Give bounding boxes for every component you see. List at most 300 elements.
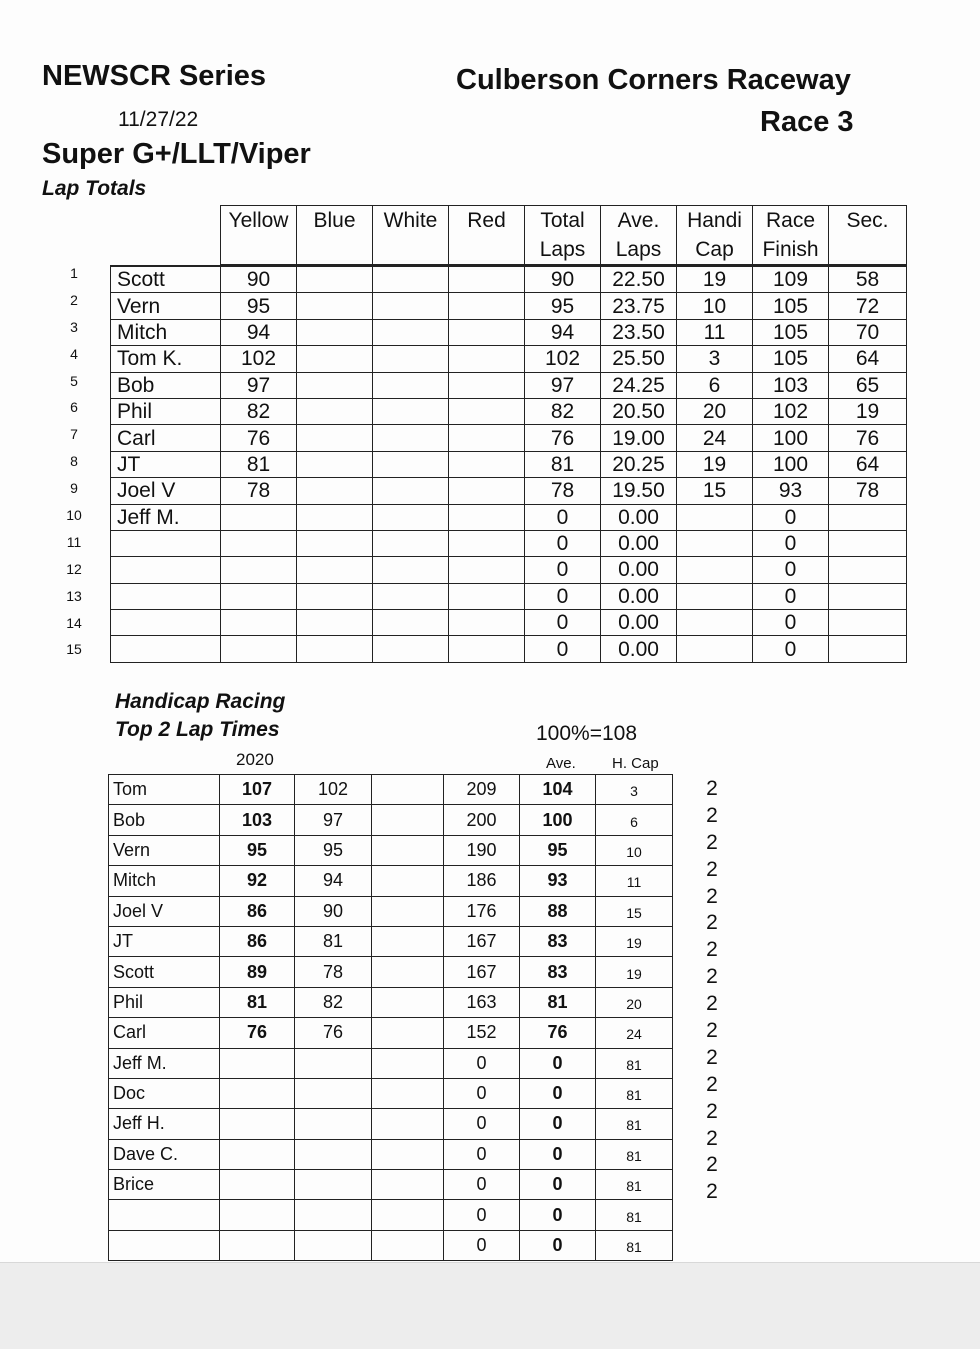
driver-name: Mitch	[109, 866, 220, 896]
second-lap: 94	[295, 866, 372, 896]
blue-laps	[297, 636, 373, 662]
handicap: 19	[677, 266, 753, 293]
second-lap	[295, 1048, 372, 1078]
spacer-cell	[372, 1109, 444, 1139]
red-laps	[449, 319, 525, 345]
table-row	[109, 1048, 673, 1078]
yellow-laps	[221, 636, 297, 662]
yellow-laps	[221, 557, 297, 583]
lap-average: 0	[520, 1200, 596, 1230]
driver-name: Dave C.	[109, 1139, 220, 1169]
table-row	[109, 896, 673, 926]
second-lap: 102	[295, 775, 372, 805]
handicap	[677, 583, 753, 609]
table-row	[111, 610, 907, 636]
lap-count: 2	[706, 803, 718, 827]
driver-name: Joel V	[109, 896, 220, 926]
white-laps	[373, 530, 449, 556]
col-ave-laps	[601, 206, 677, 266]
lap-sum: 0	[444, 1170, 520, 1200]
white-laps	[373, 319, 449, 345]
lap-totals-table	[110, 205, 907, 663]
driver-name: Brice	[109, 1170, 220, 1200]
blue-laps	[297, 530, 373, 556]
table-row	[109, 957, 673, 987]
yellow-laps: 90	[221, 266, 297, 293]
lap-average: 81	[520, 987, 596, 1017]
sec: 19	[829, 398, 907, 424]
best-lap	[220, 1109, 295, 1139]
table-row	[109, 866, 673, 896]
driver-name: Phil	[111, 398, 221, 424]
table-row	[109, 1139, 673, 1169]
row-number: 6	[70, 399, 78, 416]
sec	[829, 636, 907, 662]
lap-sum: 152	[444, 1018, 520, 1048]
lap-sum: 190	[444, 835, 520, 865]
ave-laps: 23.75	[601, 293, 677, 319]
handicap: 19	[677, 451, 753, 477]
driver-name: Scott	[109, 957, 220, 987]
red-laps	[449, 478, 525, 504]
handicap-value: 3	[596, 775, 673, 805]
yellow-laps: 102	[221, 346, 297, 372]
blue-laps	[297, 557, 373, 583]
ave-laps: 19.00	[601, 425, 677, 451]
total-laps: 0	[525, 583, 601, 609]
second-lap	[295, 1139, 372, 1169]
best-lap: 86	[220, 926, 295, 956]
sec: 72	[829, 293, 907, 319]
sec: 65	[829, 372, 907, 398]
driver-name: Carl	[109, 1018, 220, 1048]
lap-sum: 0	[444, 1078, 520, 1108]
lap-sum: 163	[444, 987, 520, 1017]
lap-average: 0	[520, 1078, 596, 1108]
lap-count: 2	[706, 911, 718, 935]
spacer-cell	[372, 957, 444, 987]
percent-note: 100%=108	[536, 722, 638, 745]
driver-name: Carl	[111, 425, 221, 451]
yellow-laps	[221, 530, 297, 556]
red-laps	[449, 266, 525, 293]
white-laps	[373, 346, 449, 372]
row-number: 8	[70, 453, 78, 470]
race-finish: 100	[753, 451, 829, 477]
blue-laps	[297, 610, 373, 636]
lap-sum: 176	[444, 896, 520, 926]
lap-average: 0	[520, 1230, 596, 1260]
class-title: Super G+/LLT/Viper	[42, 138, 311, 170]
red-laps	[449, 636, 525, 662]
lap-sum: 167	[444, 926, 520, 956]
second-lap: 81	[295, 926, 372, 956]
white-laps	[373, 557, 449, 583]
row-number: 1	[70, 265, 78, 281]
handicap	[677, 530, 753, 556]
handicap-value: 81	[596, 1048, 673, 1078]
red-laps	[449, 530, 525, 556]
sec	[829, 583, 907, 609]
lap-count: 2	[706, 777, 718, 800]
sec: 76	[829, 425, 907, 451]
col-handi-line2: Cap	[695, 238, 734, 261]
spacer-cell	[372, 896, 444, 926]
col-finish-line1: Race	[765, 209, 816, 232]
handicap: 20	[677, 398, 753, 424]
lap-sum: 0	[444, 1139, 520, 1169]
race-number: Race 3	[760, 106, 854, 138]
lap-average: 0	[520, 1170, 596, 1200]
top-laps-heading: Top 2 Lap Times	[115, 718, 280, 741]
yellow-laps	[221, 504, 297, 530]
table-row	[111, 451, 907, 477]
driver-name: Vern	[109, 835, 220, 865]
table-row	[109, 1170, 673, 1200]
col-red: Red	[449, 206, 525, 266]
table-row	[109, 805, 673, 835]
best-lap	[220, 1230, 295, 1260]
table-row	[111, 346, 907, 372]
ave-laps: 22.50	[601, 266, 677, 293]
race-finish: 0	[753, 530, 829, 556]
handicap-value: 81	[596, 1230, 673, 1260]
best-lap	[220, 1078, 295, 1108]
lap-sum: 0	[444, 1048, 520, 1078]
table-row	[111, 504, 907, 530]
table-row	[111, 319, 907, 345]
lap-sum: 200	[444, 805, 520, 835]
ave-laps: 0.00	[601, 636, 677, 662]
handicap: 10	[677, 293, 753, 319]
handicap-heading: Handicap Racing	[115, 690, 286, 713]
driver-name: Tom	[109, 775, 220, 805]
lap-average: 100	[520, 805, 596, 835]
ave-laps: 0.00	[601, 583, 677, 609]
yellow-laps	[221, 583, 297, 609]
lap-average: 76	[520, 1018, 596, 1048]
blue-laps	[297, 425, 373, 451]
best-lap	[220, 1139, 295, 1169]
table-row	[111, 583, 907, 609]
col-ave-line1: Ave.	[617, 209, 660, 232]
red-laps	[449, 398, 525, 424]
sec: 78	[829, 478, 907, 504]
lap-count-column	[700, 776, 724, 1206]
table-row	[109, 926, 673, 956]
handicap-value: 81	[596, 1078, 673, 1108]
red-laps	[449, 425, 525, 451]
lap-average: 0	[520, 1048, 596, 1078]
red-laps	[449, 346, 525, 372]
row-number: 14	[66, 614, 82, 631]
row-number: 2	[70, 291, 78, 308]
col-handi-line1: Handi	[687, 209, 742, 232]
lap-sum: 186	[444, 866, 520, 896]
total-laps: 76	[525, 425, 601, 451]
handicap: 24	[677, 425, 753, 451]
race-finish: 93	[753, 478, 829, 504]
lap-average: 0	[520, 1109, 596, 1139]
driver-name: JT	[111, 451, 221, 477]
row-number: 5	[70, 372, 78, 389]
spacer-cell	[372, 805, 444, 835]
spacer-cell	[372, 1200, 444, 1230]
col-total-line1: Total	[540, 209, 585, 232]
col-sec: Sec.	[829, 206, 907, 266]
lap-count: 2	[706, 1180, 718, 1204]
driver-name	[111, 583, 221, 609]
handicap-value: 19	[596, 957, 673, 987]
race-finish: 109	[753, 266, 829, 293]
driver-name: Mitch	[111, 319, 221, 345]
table-row	[109, 1109, 673, 1139]
best-lap: 76	[220, 1018, 295, 1048]
col-total-laps	[525, 206, 601, 266]
header-blank	[111, 206, 221, 266]
best-lap: 103	[220, 805, 295, 835]
lap-average: 95	[520, 835, 596, 865]
handicap: 6	[677, 372, 753, 398]
driver-name	[111, 530, 221, 556]
lap-average: 104	[520, 775, 596, 805]
red-laps	[449, 557, 525, 583]
lap-count: 2	[706, 1045, 718, 1069]
series-title: NEWSCR Series	[42, 60, 267, 92]
race-finish: 0	[753, 583, 829, 609]
driver-name	[109, 1200, 220, 1230]
spacer-cell	[372, 835, 444, 865]
second-lap: 82	[295, 987, 372, 1017]
race-finish: 0	[753, 636, 829, 662]
table-row	[111, 293, 907, 319]
blue-laps	[297, 504, 373, 530]
blue-laps	[297, 478, 373, 504]
sec: 64	[829, 451, 907, 477]
col-total-line2: Laps	[539, 238, 586, 261]
col-white: White	[373, 206, 449, 266]
lap-count: 2	[706, 857, 718, 881]
table-row	[109, 775, 673, 805]
ave-laps: 19.50	[601, 478, 677, 504]
sec	[829, 504, 907, 530]
lap-sum: 0	[444, 1230, 520, 1260]
total-laps: 94	[525, 319, 601, 345]
second-lap: 95	[295, 835, 372, 865]
table-row	[109, 987, 673, 1017]
row-number: 10	[66, 507, 82, 524]
col-blue: Blue	[297, 206, 373, 266]
lap-count: 2	[706, 938, 718, 962]
spacer-cell	[372, 1078, 444, 1108]
driver-name: JT	[109, 926, 220, 956]
race-date: 11/27/22	[118, 108, 199, 131]
lap-count: 2	[706, 1099, 718, 1123]
second-lap: 90	[295, 896, 372, 926]
col-ave-line2: Laps	[615, 238, 662, 261]
driver-name: Doc	[109, 1078, 220, 1108]
second-lap: 78	[295, 957, 372, 987]
blue-laps	[297, 266, 373, 293]
lap-count: 2	[706, 884, 718, 908]
spacer-cell	[372, 1230, 444, 1260]
table-row	[111, 478, 907, 504]
white-laps	[373, 398, 449, 424]
lap-average: 83	[520, 957, 596, 987]
red-laps	[449, 504, 525, 530]
sec: 64	[829, 346, 907, 372]
race-finish: 105	[753, 319, 829, 345]
best-lap: 81	[220, 987, 295, 1017]
ave-laps: 25.50	[601, 346, 677, 372]
table-row	[109, 1078, 673, 1108]
second-lap	[295, 1078, 372, 1108]
spacer-cell	[372, 1139, 444, 1169]
blue-laps	[297, 583, 373, 609]
driver-name	[109, 1230, 220, 1260]
yellow-laps: 76	[221, 425, 297, 451]
driver-name	[111, 636, 221, 662]
handicap	[677, 557, 753, 583]
blue-laps	[297, 346, 373, 372]
row-number: 15	[66, 641, 82, 658]
blue-laps	[297, 398, 373, 424]
white-laps	[373, 451, 449, 477]
second-lap	[295, 1109, 372, 1139]
yellow-laps: 78	[221, 478, 297, 504]
best-lap	[220, 1170, 295, 1200]
best-lap: 86	[220, 896, 295, 926]
spacer-cell	[372, 987, 444, 1017]
total-laps: 0	[525, 557, 601, 583]
lap-sum: 0	[444, 1200, 520, 1230]
yellow-laps	[221, 610, 297, 636]
row-number: 7	[70, 426, 78, 443]
blue-laps	[297, 293, 373, 319]
best-lap: 92	[220, 866, 295, 896]
spacer-cell	[372, 1048, 444, 1078]
total-laps: 0	[525, 610, 601, 636]
blue-laps	[297, 372, 373, 398]
race-finish: 0	[753, 610, 829, 636]
lap-sum: 209	[444, 775, 520, 805]
table-row	[109, 1018, 673, 1048]
row-number: 12	[66, 560, 82, 577]
total-laps: 82	[525, 398, 601, 424]
handicap-table	[108, 774, 673, 1261]
yellow-laps: 81	[221, 451, 297, 477]
handicap-value: 11	[596, 866, 673, 896]
yellow-laps: 97	[221, 372, 297, 398]
lap-sum: 0	[444, 1109, 520, 1139]
best-lap: 89	[220, 957, 295, 987]
row-numbers	[60, 260, 88, 663]
best-lap: 107	[220, 775, 295, 805]
col-race-finish	[753, 206, 829, 266]
blue-laps	[297, 451, 373, 477]
white-laps	[373, 583, 449, 609]
handicap-value: 81	[596, 1200, 673, 1230]
best-lap	[220, 1048, 295, 1078]
white-laps	[373, 266, 449, 293]
ave-laps: 23.50	[601, 319, 677, 345]
handicap: 11	[677, 319, 753, 345]
white-laps	[373, 610, 449, 636]
table-row	[109, 1230, 673, 1260]
handicap	[677, 636, 753, 662]
row-number: 13	[66, 587, 82, 604]
lap-average: 88	[520, 896, 596, 926]
col-handicap	[677, 206, 753, 266]
driver-name: Jeff H.	[109, 1109, 220, 1139]
second-lap: 97	[295, 805, 372, 835]
driver-name: Scott	[111, 266, 221, 293]
handicap-value: 19	[596, 926, 673, 956]
sec: 58	[829, 266, 907, 293]
ave-laps: 0.00	[601, 530, 677, 556]
spacer-cell	[372, 926, 444, 956]
race-finish: 0	[753, 557, 829, 583]
race-finish: 103	[753, 372, 829, 398]
yellow-laps: 95	[221, 293, 297, 319]
driver-name: Jeff M.	[109, 1048, 220, 1078]
driver-name: Jeff M.	[111, 504, 221, 530]
driver-name	[111, 610, 221, 636]
spacer-cell	[372, 775, 444, 805]
lap-totals-heading: Lap Totals	[42, 177, 147, 200]
handicap: 3	[677, 346, 753, 372]
handicap-value: 81	[596, 1139, 673, 1169]
total-laps: 97	[525, 372, 601, 398]
lap-average: 93	[520, 866, 596, 896]
red-laps	[449, 372, 525, 398]
race-finish: 100	[753, 425, 829, 451]
table-row	[111, 266, 907, 293]
ave-laps: 24.25	[601, 372, 677, 398]
handicap-value: 15	[596, 896, 673, 926]
table-row	[111, 557, 907, 583]
yellow-laps: 94	[221, 319, 297, 345]
col-yellow: Yellow	[221, 206, 297, 266]
total-laps: 81	[525, 451, 601, 477]
row-number: 4	[70, 345, 78, 362]
second-lap	[295, 1170, 372, 1200]
driver-name: Phil	[109, 987, 220, 1017]
lap-totals-header	[111, 206, 907, 266]
table-row	[111, 636, 907, 662]
handicap-value: 24	[596, 1018, 673, 1048]
sec	[829, 530, 907, 556]
handicap-value: 81	[596, 1170, 673, 1200]
hcap-label: H. Cap	[612, 755, 659, 772]
lap-sum: 167	[444, 957, 520, 987]
handicap	[677, 610, 753, 636]
handicap-value: 6	[596, 805, 673, 835]
white-laps	[373, 636, 449, 662]
table-row	[111, 398, 907, 424]
ave-laps: 20.25	[601, 451, 677, 477]
handicap-value: 81	[596, 1109, 673, 1139]
driver-name: Vern	[111, 293, 221, 319]
second-lap: 76	[295, 1018, 372, 1048]
lap-average: 0	[520, 1139, 596, 1169]
total-laps: 0	[525, 504, 601, 530]
total-laps: 102	[525, 346, 601, 372]
col-finish-line2: Finish	[762, 238, 819, 261]
driver-name: Bob	[109, 805, 220, 835]
lap-count: 2	[706, 1126, 718, 1150]
blue-laps	[297, 319, 373, 345]
